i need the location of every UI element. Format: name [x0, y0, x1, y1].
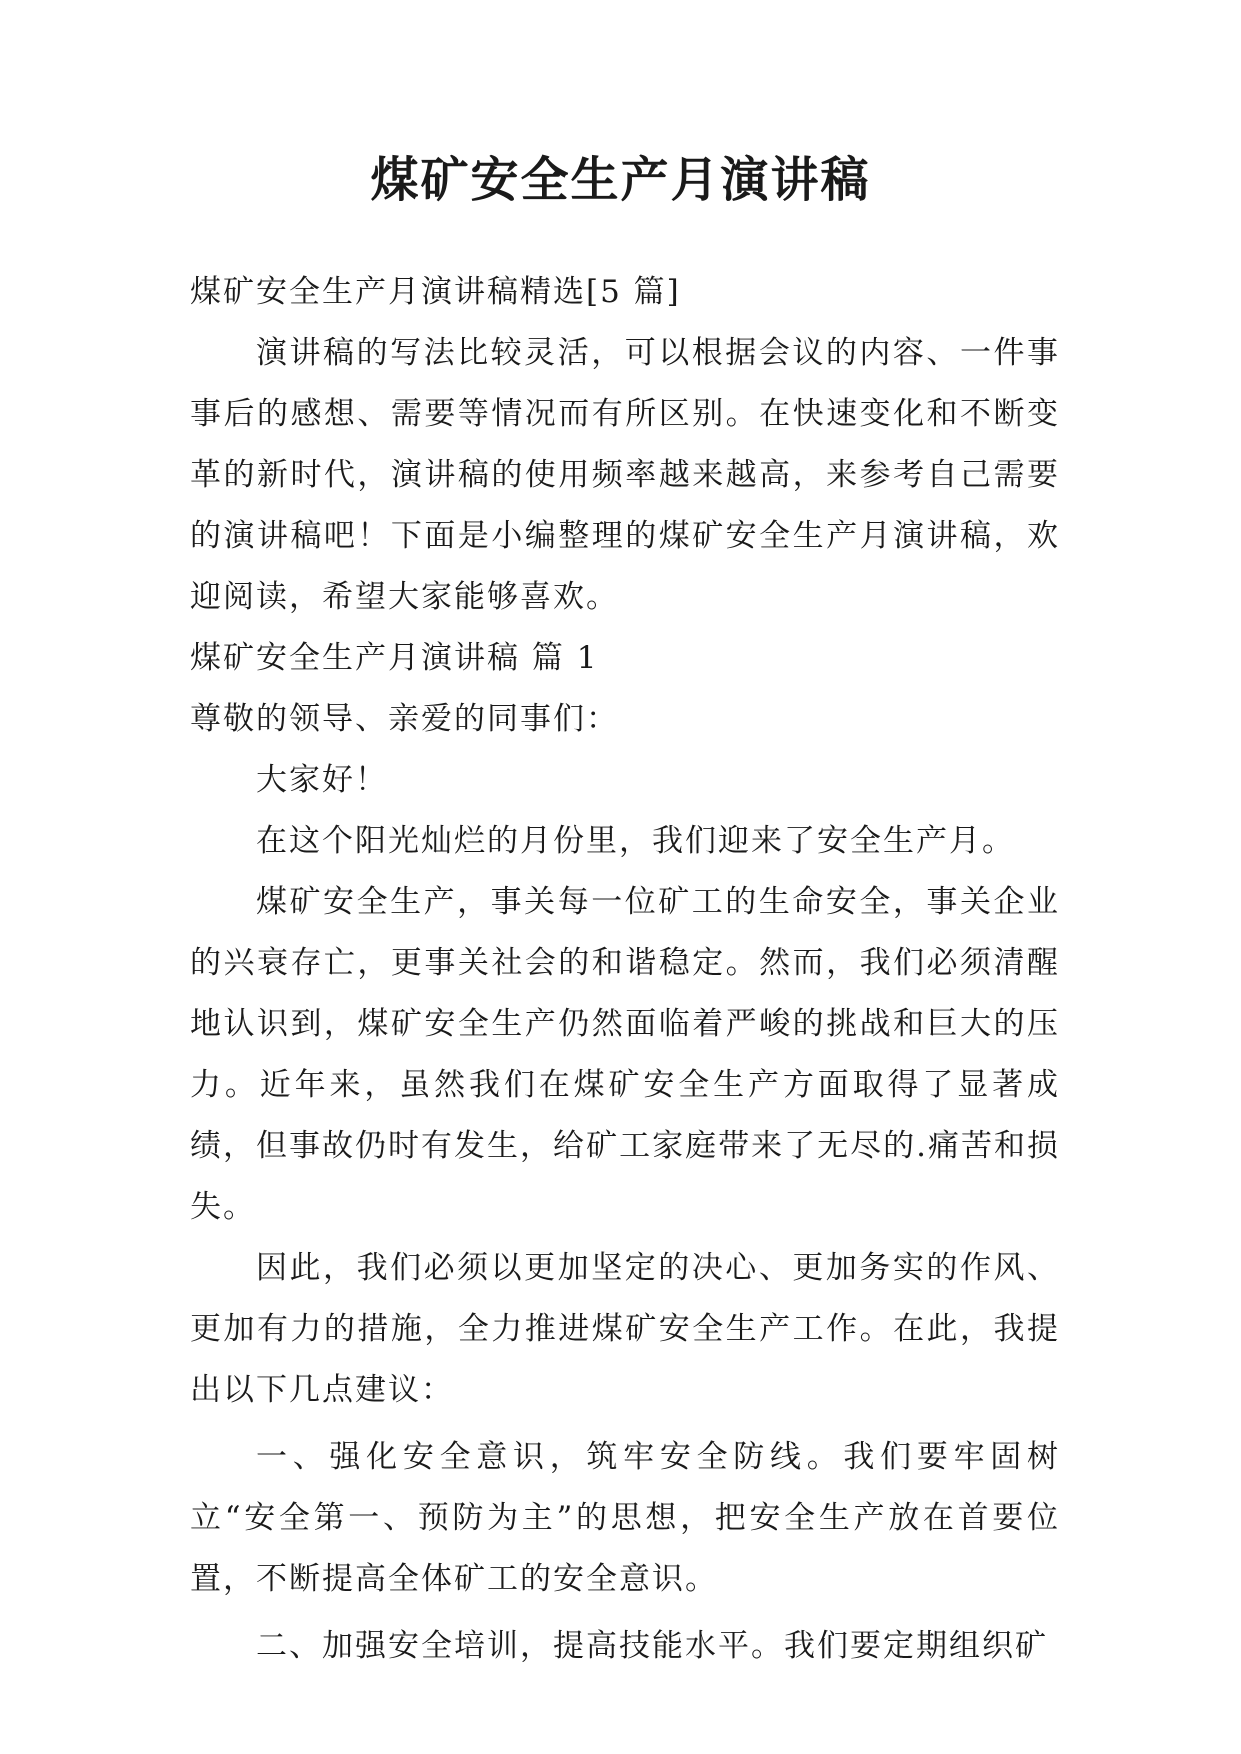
document-subtitle: 煤矿安全生产月演讲稿精选[5 篇]	[190, 274, 681, 310]
document-title: 煤矿安全生产月演讲稿	[370, 152, 871, 208]
greeting: 大家好！	[256, 762, 388, 798]
body-paragraph: 因此，我们必须以更加坚定的决心、更加务实的作风、更加有力的措施，全力推进煤矿安全生产工作。在此，我提出以下几点建议：	[190, 1250, 1060, 1408]
salutation: 尊敬的领导、亲爱的同事们：	[190, 701, 619, 737]
body-paragraph: 煤矿安全生产，事关每一位矿工的生命安全，事关企业的兴衰存亡，更事关社会的和谐稳定。然而，我们必须清醒地认识到，煤矿安全生产仍然面临着严峻的挑战和巨大的压力。近年来，虽然我们在煤矿安全生产方面取得了显著成绩，但事故仍时有发生，给矿工家庭带来了无尽的.痛苦和损失。	[190, 884, 1060, 1225]
section-heading: 煤矿安全生产月演讲稿 篇 1	[190, 640, 599, 676]
body-paragraph: 二、加强安全培训，提高技能水平。我们要定期组织矿	[256, 1628, 1048, 1664]
document-body	[190, 262, 1060, 1677]
intro-paragraph: 演讲稿的写法比较灵活，可以根据会议的内容、一件事事后的感想、需要等情况而有所区别。在快速变化和不断变革的新时代，演讲稿的使用频率越来越高，来参考自己需要的演讲稿吧！下面是小编整理的煤矿安全生产月演讲稿，欢迎阅读，希望大家能够喜欢。	[190, 335, 1060, 615]
body-paragraph: 一、强化安全意识，筑牢安全防线。我们要牢固树立“安全第一、预防为主”的思想，把安全生产放在首要位置，不断提高全体矿工的安全意识。	[190, 1439, 1060, 1597]
body-paragraph: 在这个阳光灿烂的月份里，我们迎来了安全生产月。	[256, 823, 1015, 859]
